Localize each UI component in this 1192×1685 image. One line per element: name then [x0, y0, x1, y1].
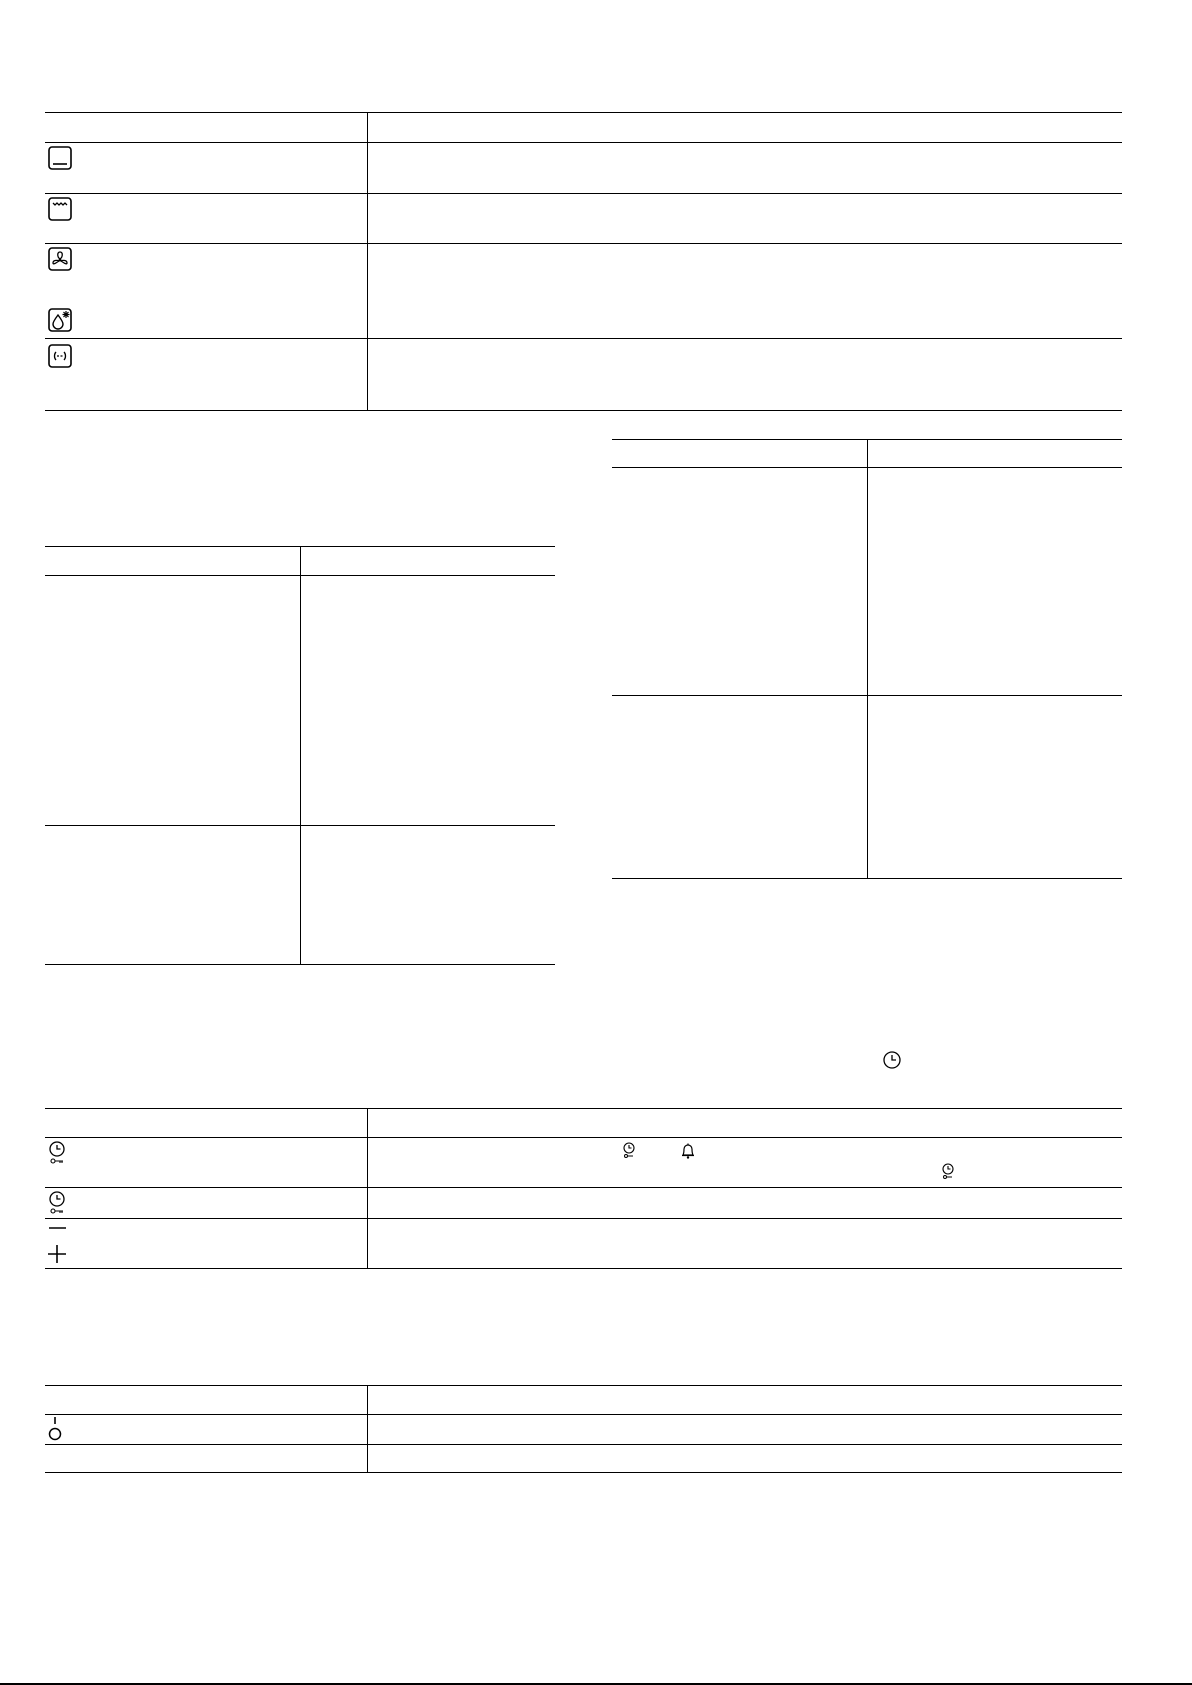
column-divider — [867, 439, 868, 878]
power-icon — [46, 1416, 64, 1442]
plus-icon — [46, 1243, 68, 1265]
table-rule — [45, 1385, 1122, 1386]
timer-key-small-icon — [622, 1142, 636, 1159]
table-rule — [45, 410, 1122, 411]
top-bottom-heating-icon — [47, 145, 73, 171]
timer-key-small-icon — [941, 1163, 955, 1180]
bell-icon — [679, 1142, 697, 1160]
minus-icon — [48, 1222, 68, 1234]
table-rule — [45, 1414, 1122, 1415]
table-rule — [45, 193, 1122, 194]
table-rule — [612, 878, 1122, 879]
column-divider — [300, 546, 301, 964]
defrost-drop-icon — [47, 307, 73, 333]
grill-heating-icon — [47, 196, 73, 222]
timer-key-icon — [48, 1141, 68, 1165]
column-divider — [367, 112, 368, 410]
table-rule — [45, 1137, 1122, 1138]
table-rule — [45, 1268, 1122, 1269]
table-rule — [45, 1187, 1122, 1188]
wide-grill-icon — [47, 343, 73, 369]
clock-icon — [882, 1050, 902, 1070]
column-divider — [367, 1108, 368, 1268]
fan-icon — [47, 246, 73, 272]
table-rule — [45, 1472, 1122, 1473]
column-divider — [367, 1385, 368, 1472]
table-rule — [45, 1218, 1122, 1219]
table-rule — [45, 142, 1122, 143]
table-rule — [45, 338, 1122, 339]
table-rule — [45, 1108, 1122, 1109]
table-rule — [45, 964, 555, 965]
table-rule — [45, 112, 1122, 113]
timer-key-icon — [48, 1191, 68, 1215]
table-rule — [45, 1444, 1122, 1445]
table-rule — [45, 243, 1122, 244]
